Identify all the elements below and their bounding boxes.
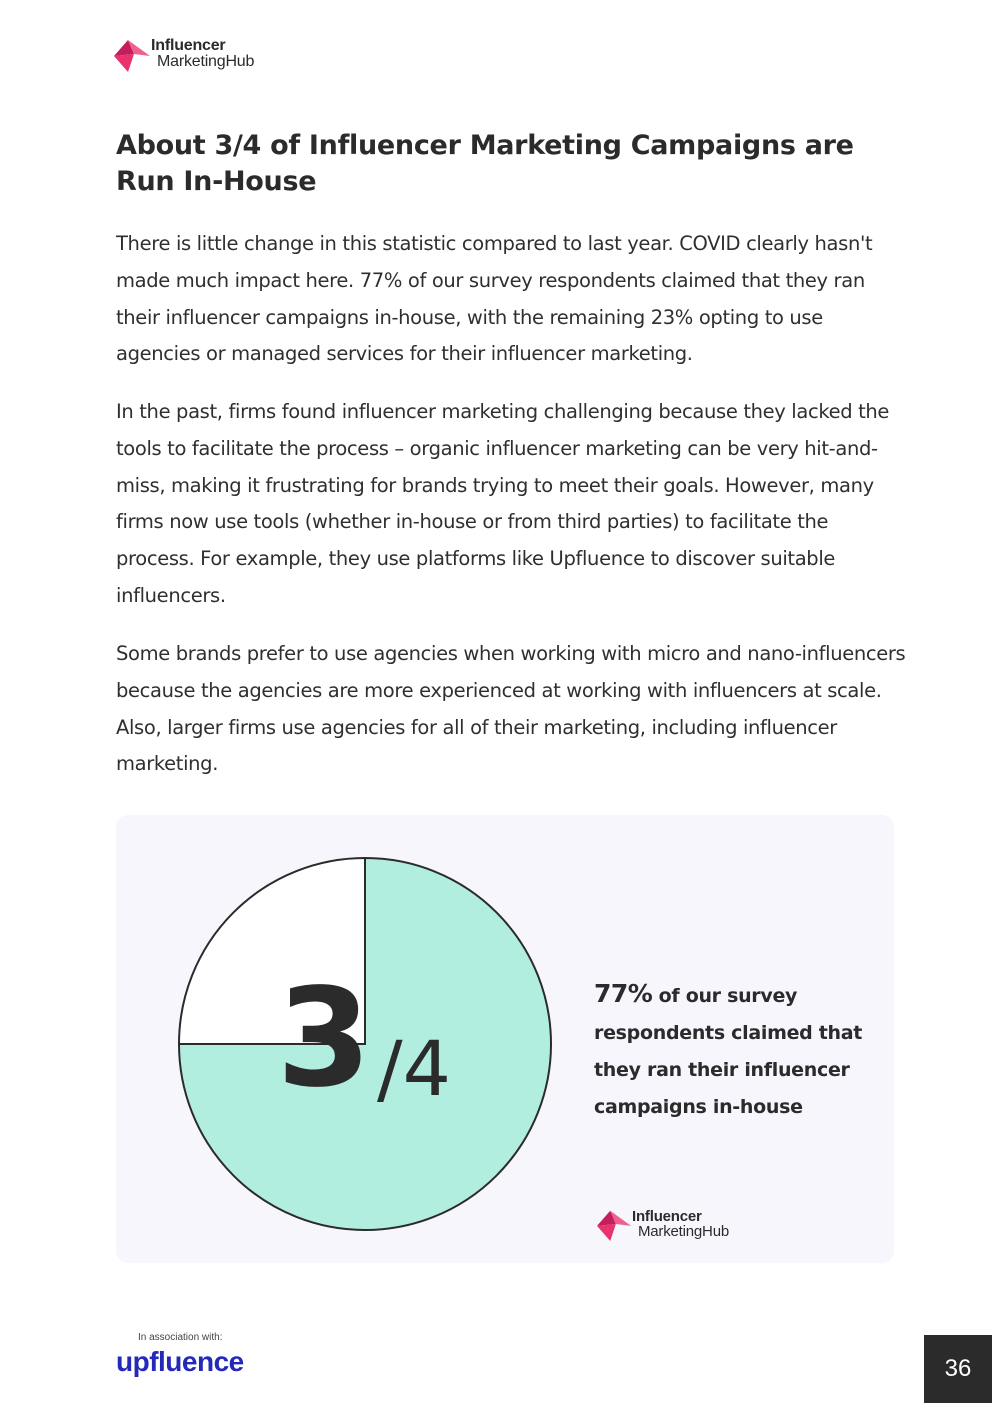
partner-logo: upfluence [116, 1346, 244, 1377]
page-title: About 3/4 of Influencer Marketing Campaigns are Run In-House [116, 130, 854, 197]
pie-big-denominator: /4 [377, 1024, 451, 1113]
card-brand-name-line1: Influencer [632, 1208, 702, 1225]
card-brand-logo-icon [597, 1207, 631, 1241]
stat-text [594, 975, 884, 1126]
pie-big-numerator: 3 [276, 960, 372, 1118]
brand-name-line1: Influencer [151, 37, 226, 54]
stat-percent: 77% [594, 979, 653, 1008]
brand-logo [114, 36, 254, 72]
page-number: 36 [924, 1335, 992, 1403]
stat-card [116, 815, 894, 1263]
stat-description: of our survey respondents claimed that they ran their influencer campaigns in-house [594, 985, 863, 1118]
card-brand-name-line2: MarketingHub [638, 1223, 729, 1240]
association-label: In association with: [138, 1332, 223, 1343]
brand-name-line2: MarketingHub [157, 53, 255, 70]
pie-chart [176, 855, 554, 1233]
paragraph-2: In the past, firms found influencer marketing challenging because they lacked the tools to facilitate the process – organic influencer marketing can be very hit-and-miss, making it frustrating for brands trying to meet their goals. However, many firms now use tools (whether in-house or from third parties) to facilitate the process. For example, they use platforms like Upfluence to discover suitable influencers. [116, 400, 890, 607]
paragraph-3: Some brands prefer to use agencies when working with micro and nano-influencers because the agencies are more experienced at working with influencers at scale. Also, larger firms use agencies for all of their marketing, including influencer marketing. [116, 642, 906, 776]
card-brand-logo [597, 1207, 729, 1241]
paragraph-1: There is little change in this statistic compared to last year. COVID clearly hasn't made much impact here. 77% of our survey respondents claimed that they ran their influencer campaigns in-house, with the remaining 23% opting to use agencies or managed services for their influencer marketing. [116, 232, 873, 366]
brand-logo-icon [114, 36, 150, 72]
